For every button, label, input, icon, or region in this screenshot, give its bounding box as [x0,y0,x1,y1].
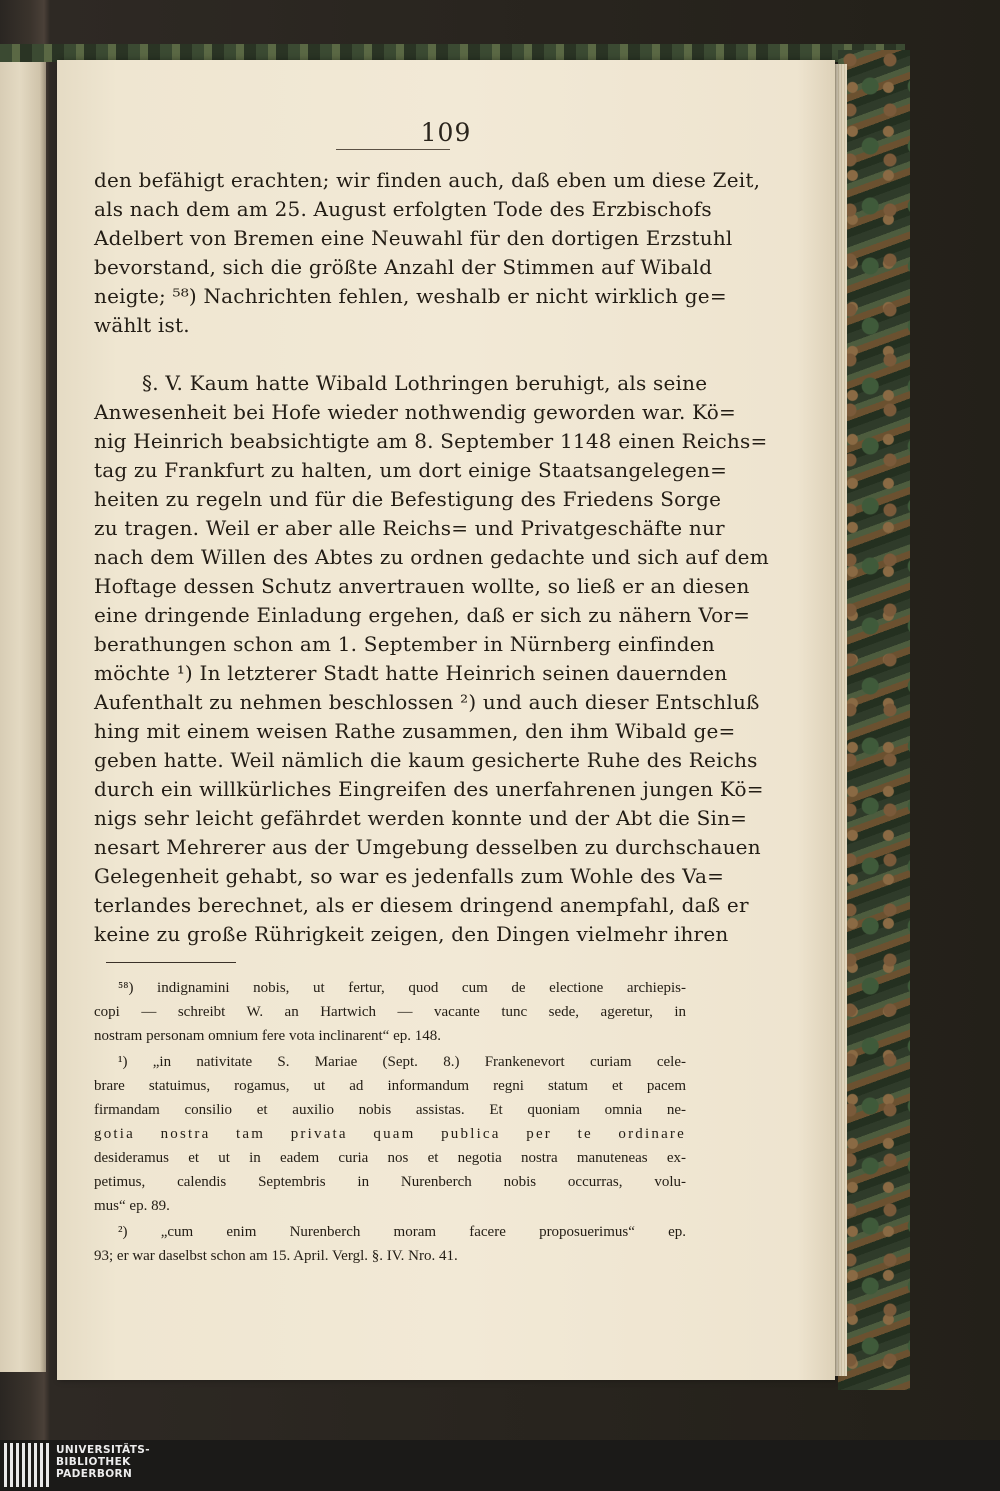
body-line: bevorstand, sich die größte Anzahl der Stimmen auf Wibald [94,255,713,279]
body-line: als nach dem am 25. August erfolgten Tode des Erzbischofs [94,197,712,221]
body-line: hing mit einem weisen Rathe zusammen, den ihm Wibald ge= [94,719,736,743]
library-name-line: PADERBORN [56,1468,133,1480]
body-line: Adelbert von Bremen eine Neuwahl für den dortigen Erzstuhl [94,226,733,250]
body-line: tag zu Frankfurt zu halten, um dort einige Staatsangelegen= [94,458,728,482]
body-line: nesart Mehrerer aus der Umgebung desselben zu durchschauen [94,835,761,859]
footnote-rule [106,962,236,963]
body-line: nigs sehr leicht gefährdet werden konnte und der Abt die Sin= [94,806,748,830]
body-line: Aufenthalt zu nehmen beschlossen ²) und auch dieser Entschluß [94,690,760,714]
section-heading-line: §. V. Kaum hatte Wibald Lothringen beruhigt, als seine [142,371,708,395]
library-name-line: UNIVERSITÄTS- [56,1444,151,1456]
page-number: 109 [420,118,472,147]
footnote-line: ¹) „in nativitate S. Mariae (Sept. 8.) Frankenevort curiam cele- [118,1054,686,1070]
footnote-line: copi — schreibt W. an Hartwich — vacante tunc sede, ageretur, in [94,1004,686,1020]
footnote-line: firmandam consilio et auxilio nobis assistas. Et quoniam omnia ne- [94,1102,686,1118]
body-line: Anwesenheit bei Hofe wieder nothwendig geworden war. Kö= [94,400,736,424]
body-line: nig Heinrich beabsichtigte am 8. September 1148 einen Reichs= [94,429,768,453]
footnote-line: brare statuimus, rogamus, ut ad informandum regni statum et pacem [94,1078,686,1094]
library-logo-icon [4,1443,50,1487]
footnote-line: ⁵⁸) indignamini nobis, ut fertur, quod cum de electione archiepis- [118,980,686,996]
body-line: heiten zu regeln und für die Befestigung des Friedens Sorge [94,487,722,511]
body-line: den befähigt erachten; wir finden auch, daß eben um diese Zeit, [94,168,761,192]
body-line: wählt ist. [94,313,190,337]
header-rule [336,149,450,150]
footnote-line: gotia nostra tam privata quam publica per te ordinare [94,1126,686,1142]
footnote-line: petimus, calendis Septembris in Nurenberch nobis occurras, volu- [94,1174,686,1190]
footnote-line: 93; er war daselbst schon am 15. April. Vergl. §. IV. Nro. 41. [94,1248,458,1264]
body-line: durch ein willkürliches Eingreifen des unerfahrenen jungen Kö= [94,777,764,801]
library-name [56,1444,150,1480]
body-line: nach dem Willen des Abtes zu ordnen gedachte und sich auf dem [94,545,769,569]
left-page-edge [0,62,46,1372]
page-stack-edge [835,64,847,1376]
footnote-line: ²) „cum enim Nurenberch moram facere proposuerimus“ ep. [118,1224,686,1240]
footnote-line: nostram personam omnium fere vota inclinarent“ ep. 148. [94,1028,441,1044]
body-line: keine zu große Rührigkeit zeigen, den Dingen vielmehr ihren [94,922,729,946]
body-line: berathungen schon am 1. September in Nürnberg einfinden [94,632,715,656]
marbled-cover-edge [838,50,910,1390]
body-line: geben hatte. Weil nämlich die kaum gesicherte Ruhe des Reichs [94,748,758,772]
body-line: Gelegenheit gehabt, so war es jedenfalls zum Wohle des Va= [94,864,725,888]
footnote-line: mus“ ep. 89. [94,1198,170,1214]
body-line: eine dringende Einladung ergehen, daß er sich zu nähern Vor= [94,603,751,627]
footnote-line: desideramus et ut in eadem curia nos et negotia nostra manuteneas ex- [94,1150,686,1166]
body-line: möchte ¹) In letzterer Stadt hatte Heinrich seinen dauernden [94,661,728,685]
library-name-line: BIBLIOTHEK [56,1456,131,1468]
body-line: zu tragen. Weil er aber alle Reichs= und Privatgeschäfte nur [94,516,725,540]
body-line: neigte; ⁵⁸) Nachrichten fehlen, weshalb er nicht wirklich ge= [94,284,727,308]
body-line: terlandes berechnet, als er diesem dringend anempfahl, daß er [94,893,749,917]
body-line: Hoftage dessen Schutz anvertrauen wollte, so ließ er an diesen [94,574,750,598]
